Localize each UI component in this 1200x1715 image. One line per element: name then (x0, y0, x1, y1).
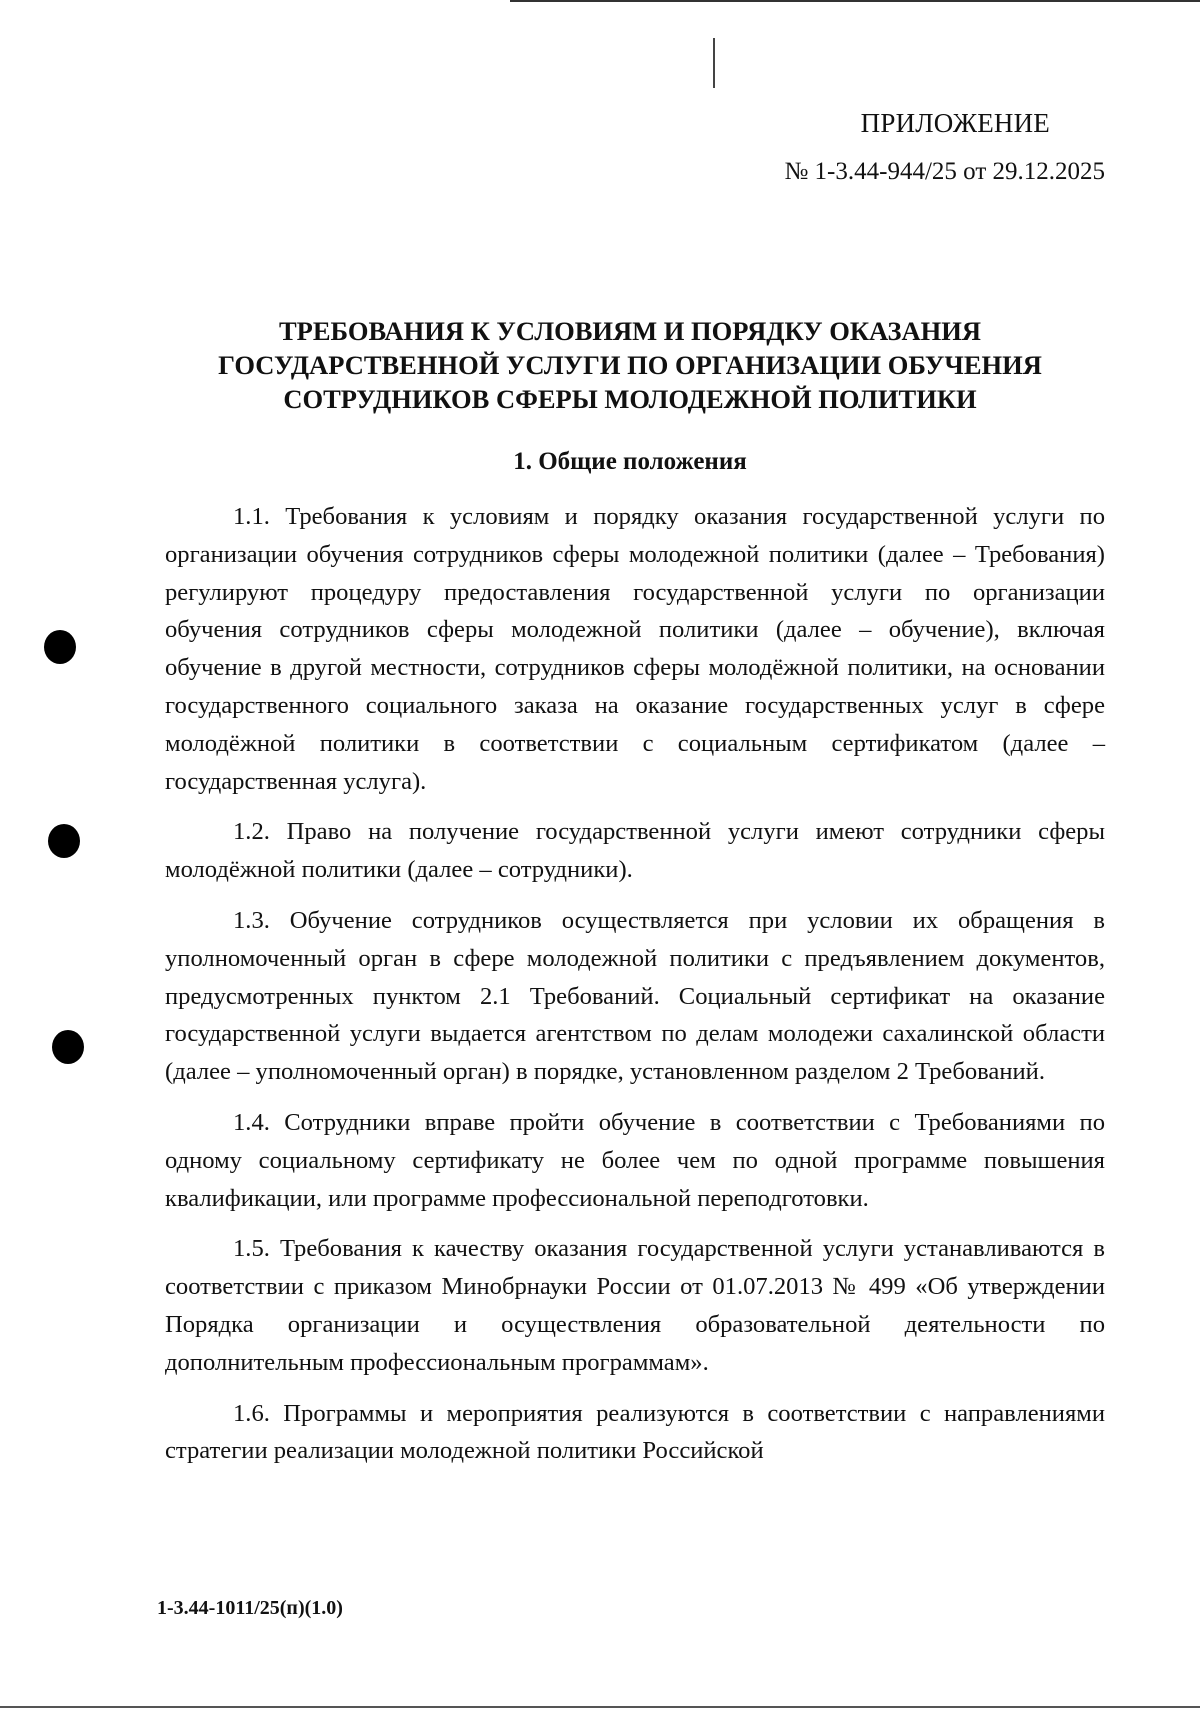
paragraph-1-5: 1.5. Требования к качеству оказания государственной услуги устанавливаются в соответствии с приказом Минобрнауки России от 01.07.2013 № 499 «Об утверждении Порядка организации и осуществления образовательной деятельности по дополнительным профессиональным программам». (165, 1235, 1105, 1376)
paragraph-1-1: 1.1. Требования к условиям и порядку оказания государственной услуги по организации обучения сотрудников сферы молодежной политики (далее – Требования) регулируют процедуру предоставления государственной услуги по организации обучения сотрудников сферы молодежной политики (далее – обучение), включая обучение в другой местности, сотрудников сферы молодёжной политики, на основании государственного социального заказа на оказание государственных услуг в сфере молодёжной политики в соответствии с социальным сертификатом (далее – государственная услуга). (165, 503, 1105, 795)
title-line: ГОСУДАРСТВЕННОЙ УСЛУГИ ПО ОРГАНИЗАЦИИ ОБУЧЕНИЯ (218, 350, 1042, 380)
scan-artifact-mark (713, 38, 715, 88)
paragraph-1-4: 1.4. Сотрудники вправе пройти обучение в соответствии с Требованиями по одному социальному сертификату не более чем по одной программе повышения квалификации, или программе профессиональной переподготовки. (165, 1108, 1105, 1212)
title-line: СОТРУДНИКОВ СФЕРЫ МОЛОДЕЖНОЙ ПОЛИТИКИ (283, 384, 977, 414)
scan-edge-line-top (510, 0, 1200, 2)
title-line: ТРЕБОВАНИЯ К УСЛОВИЯМ И ПОРЯДКУ ОКАЗАНИЯ (278, 316, 982, 346)
punch-hole (44, 630, 76, 664)
appendix-label: ПРИЛОЖЕНИЕ (860, 108, 1050, 138)
paragraph-1-6: 1.6. Программы и мероприятия реализуются в соответствии с направлениями стратегии реализации молодежной политики Российской (165, 1399, 1105, 1465)
document-title (150, 314, 1110, 416)
document-footer-code: 1-3.44-1011/25(п)(1.0) (157, 1597, 343, 1619)
appendix-reference: № 1-3.44-944/25 от 29.12.2025 (784, 158, 1105, 185)
section-heading: 1. Общие положения (513, 448, 747, 475)
punch-hole (48, 824, 80, 858)
punch-hole (52, 1030, 84, 1064)
paragraph-1-3: 1.3. Обучение сотрудников осуществляется при условии их обращения в уполномоченный орган в сфере молодежной политики с предъявлением документов, предусмотренных пунктом 2.1 Требований. Социальный сертификат на оказание государственной услуги выдается агентством по делам молодежи сахалинской области (далее – уполномоченный орган) в порядке, установленном разделом 2 Требований. (165, 906, 1105, 1086)
scan-edge-line-bottom (0, 1706, 1200, 1708)
section-body (165, 498, 1105, 1483)
paragraph-1-2: 1.2. Право на получение государственной услуги имеют сотрудники сферы молодёжной политики (далее – сотрудники). (165, 818, 1105, 884)
